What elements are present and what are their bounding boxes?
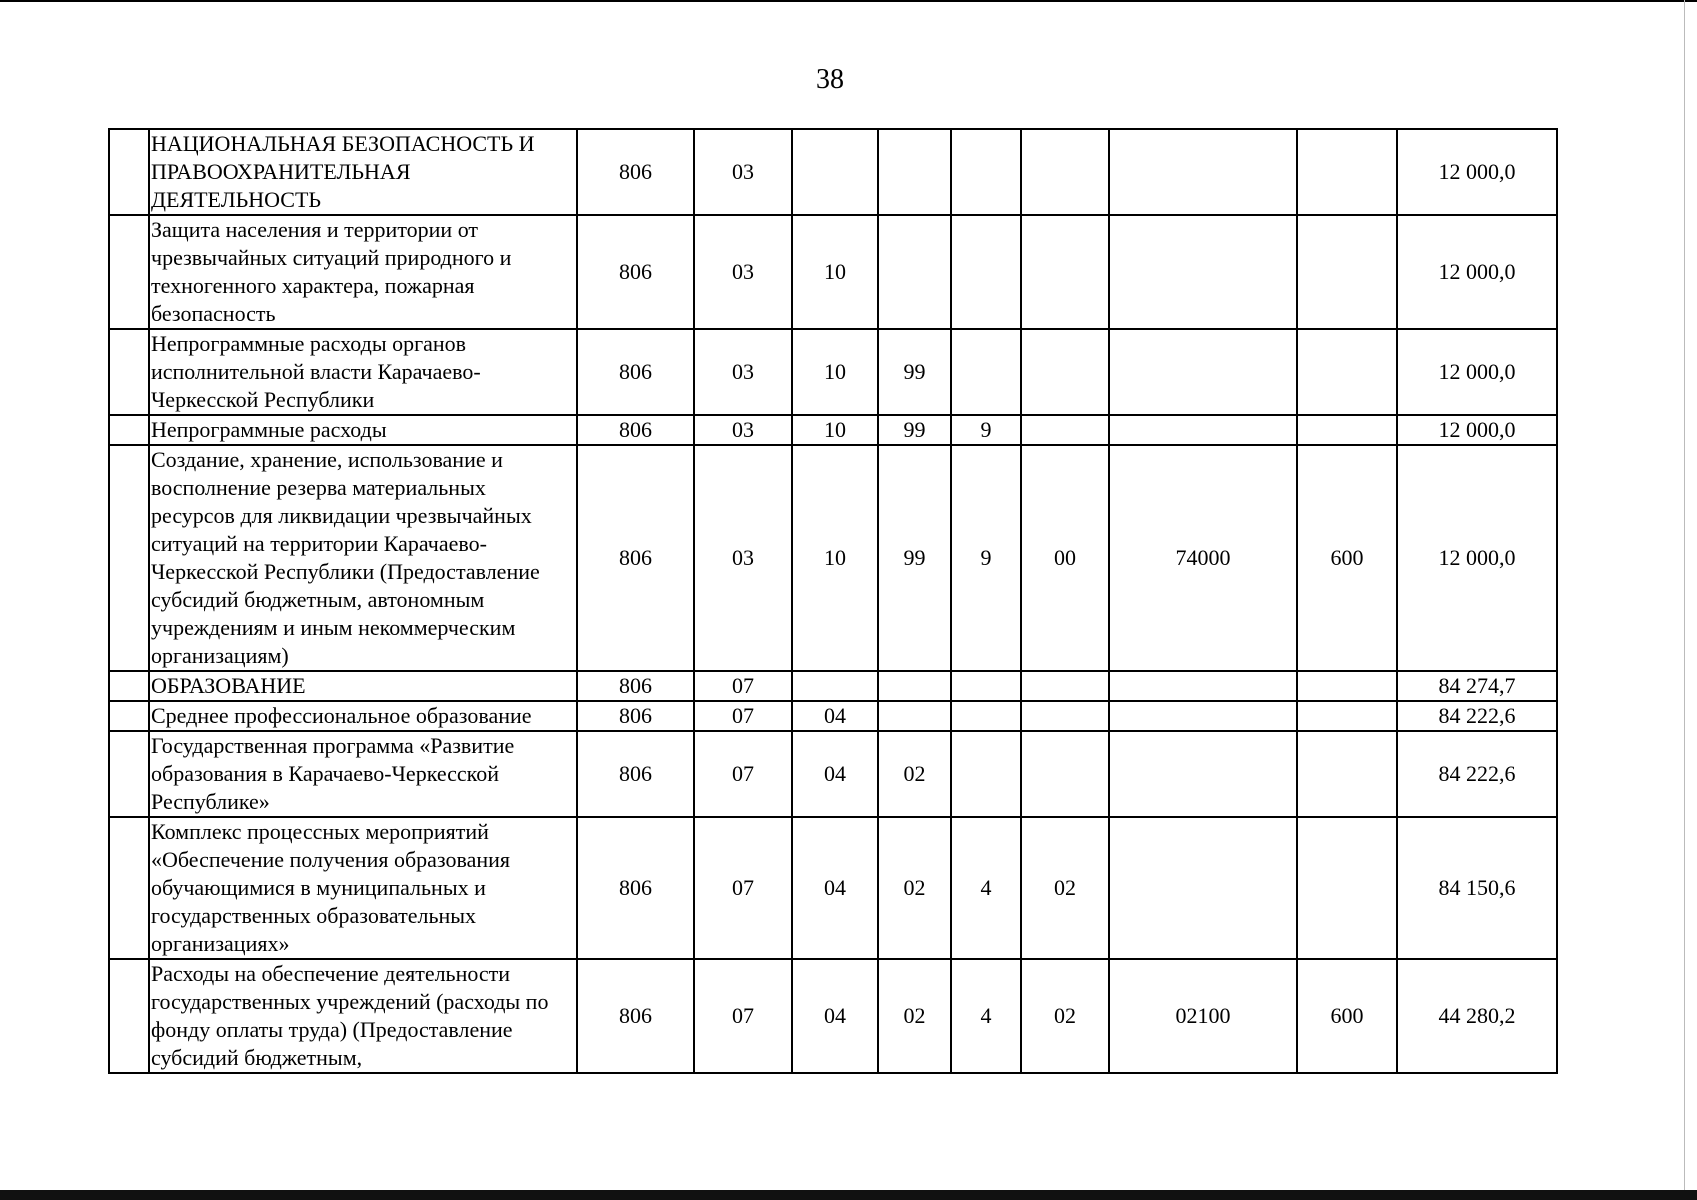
code-cell: 07 — [694, 731, 792, 817]
code-cell: 03 — [694, 215, 792, 329]
code-cell: 600 — [1297, 959, 1397, 1073]
code-cell — [951, 701, 1021, 731]
row-name: Непрограммные расходы органов исполнительной власти Карачаево-Черкесской Республики — [149, 329, 577, 415]
amount-cell: 12 000,0 — [1397, 329, 1557, 415]
code-cell — [1021, 415, 1109, 445]
code-cell: 806 — [577, 701, 694, 731]
row-index-cell — [109, 731, 149, 817]
code-cell: 10 — [792, 329, 878, 415]
code-cell: 02 — [878, 817, 951, 959]
amount-cell: 12 000,0 — [1397, 445, 1557, 671]
code-cell — [1021, 701, 1109, 731]
code-cell: 04 — [792, 817, 878, 959]
code-cell: 806 — [577, 959, 694, 1073]
code-cell: 04 — [792, 731, 878, 817]
table-row — [109, 701, 1557, 731]
row-name: Защита населения и территории от чрезвычайных ситуаций природного и техногенного характера, пожарная безопасность — [149, 215, 577, 329]
code-cell: 4 — [951, 817, 1021, 959]
table-row — [109, 329, 1557, 415]
row-index-cell — [109, 959, 149, 1073]
code-cell — [1109, 129, 1297, 215]
table-row — [109, 129, 1557, 215]
table-row — [109, 959, 1557, 1073]
code-cell: 10 — [792, 215, 878, 329]
row-name: Среднее профессиональное образование — [149, 701, 577, 731]
code-cell: 02 — [878, 959, 951, 1073]
code-cell — [1021, 671, 1109, 701]
code-cell: 07 — [694, 817, 792, 959]
row-name: Государственная программа «Развитие образования в Карачаево-Черкесской Республике» — [149, 731, 577, 817]
amount-cell: 84 274,7 — [1397, 671, 1557, 701]
code-cell: 806 — [577, 415, 694, 445]
amount-cell: 12 000,0 — [1397, 415, 1557, 445]
code-cell — [1109, 415, 1297, 445]
row-index-cell — [109, 817, 149, 959]
code-cell — [878, 129, 951, 215]
code-cell — [792, 129, 878, 215]
code-cell: 806 — [577, 817, 694, 959]
code-cell — [878, 671, 951, 701]
amount-cell: 12 000,0 — [1397, 129, 1557, 215]
code-cell: 10 — [792, 445, 878, 671]
code-cell — [1109, 329, 1297, 415]
code-cell — [1109, 701, 1297, 731]
code-cell — [1109, 817, 1297, 959]
code-cell — [1297, 129, 1397, 215]
code-cell: 806 — [577, 671, 694, 701]
code-cell — [951, 329, 1021, 415]
code-cell: 806 — [577, 731, 694, 817]
row-index-cell — [109, 671, 149, 701]
code-cell: 00 — [1021, 445, 1109, 671]
code-cell: 07 — [694, 671, 792, 701]
code-cell — [878, 701, 951, 731]
row-name: Непрограммные расходы — [149, 415, 577, 445]
amount-cell: 44 280,2 — [1397, 959, 1557, 1073]
code-cell: 806 — [577, 329, 694, 415]
code-cell — [1297, 701, 1397, 731]
code-cell: 02 — [1021, 817, 1109, 959]
scan-top-edge — [0, 0, 1697, 2]
code-cell: 9 — [951, 445, 1021, 671]
row-index-cell — [109, 129, 149, 215]
code-cell — [1109, 731, 1297, 817]
code-cell: 07 — [694, 701, 792, 731]
code-cell — [878, 215, 951, 329]
code-cell: 4 — [951, 959, 1021, 1073]
budget-table — [108, 128, 1558, 1074]
code-cell: 806 — [577, 129, 694, 215]
row-index-cell — [109, 701, 149, 731]
row-name: Расходы на обеспечение деятельности государственных учреждений (расходы по фонду оплаты труда) (Предоставление субсидий бюджетным, — [149, 959, 577, 1073]
code-cell: 03 — [694, 415, 792, 445]
code-cell: 74000 — [1109, 445, 1297, 671]
code-cell: 600 — [1297, 445, 1397, 671]
code-cell: 03 — [694, 445, 792, 671]
code-cell — [792, 671, 878, 701]
code-cell: 9 — [951, 415, 1021, 445]
code-cell — [951, 215, 1021, 329]
code-cell: 04 — [792, 959, 878, 1073]
amount-cell: 84 222,6 — [1397, 701, 1557, 731]
row-index-cell — [109, 415, 149, 445]
code-cell: 04 — [792, 701, 878, 731]
code-cell: 07 — [694, 959, 792, 1073]
code-cell: 03 — [694, 129, 792, 215]
page-number: 38 — [816, 64, 844, 95]
row-name: Комплекс процессных мероприятий «Обеспечение получения образования обучающимися в муниципальных и государственных образовательных организациях» — [149, 817, 577, 959]
row-index-cell — [109, 329, 149, 415]
code-cell: 806 — [577, 445, 694, 671]
table-row — [109, 215, 1557, 329]
table-row — [109, 671, 1557, 701]
row-name: ОБРАЗОВАНИЕ — [149, 671, 577, 701]
code-cell — [1297, 415, 1397, 445]
row-name: НАЦИОНАЛЬНАЯ БЕЗОПАСНОСТЬ И ПРАВООХРАНИТЕЛЬНАЯ ДЕЯТЕЛЬНОСТЬ — [149, 129, 577, 215]
code-cell — [1021, 731, 1109, 817]
amount-cell: 84 222,6 — [1397, 731, 1557, 817]
table-row — [109, 445, 1557, 671]
table-row — [109, 731, 1557, 817]
code-cell — [1109, 215, 1297, 329]
code-cell — [1297, 215, 1397, 329]
code-cell: 10 — [792, 415, 878, 445]
table-row — [109, 817, 1557, 959]
scan-bottom-edge — [0, 1190, 1697, 1200]
code-cell: 02 — [878, 731, 951, 817]
amount-cell: 12 000,0 — [1397, 215, 1557, 329]
row-index-cell — [109, 445, 149, 671]
code-cell: 99 — [878, 445, 951, 671]
code-cell — [1021, 129, 1109, 215]
code-cell — [1297, 731, 1397, 817]
code-cell — [1021, 215, 1109, 329]
code-cell: 806 — [577, 215, 694, 329]
row-name: Создание, хранение, использование и восполнение резерва материальных ресурсов для ликвидации чрезвычайных ситуаций на территории Карачаево-Черкесской Республики (Предоставление субсидий бюджетным, автономным учреждениям и иным некоммерческим организациям) — [149, 445, 577, 671]
code-cell: 99 — [878, 415, 951, 445]
code-cell — [1109, 671, 1297, 701]
code-cell: 99 — [878, 329, 951, 415]
code-cell: 02100 — [1109, 959, 1297, 1073]
code-cell — [1297, 671, 1397, 701]
code-cell — [951, 129, 1021, 215]
table-row — [109, 415, 1557, 445]
code-cell — [951, 731, 1021, 817]
code-cell — [1297, 817, 1397, 959]
amount-cell: 84 150,6 — [1397, 817, 1557, 959]
code-cell — [951, 671, 1021, 701]
code-cell — [1297, 329, 1397, 415]
code-cell: 02 — [1021, 959, 1109, 1073]
code-cell — [1021, 329, 1109, 415]
code-cell: 03 — [694, 329, 792, 415]
scan-edge-mark — [1684, 0, 1685, 1190]
row-index-cell — [109, 215, 149, 329]
